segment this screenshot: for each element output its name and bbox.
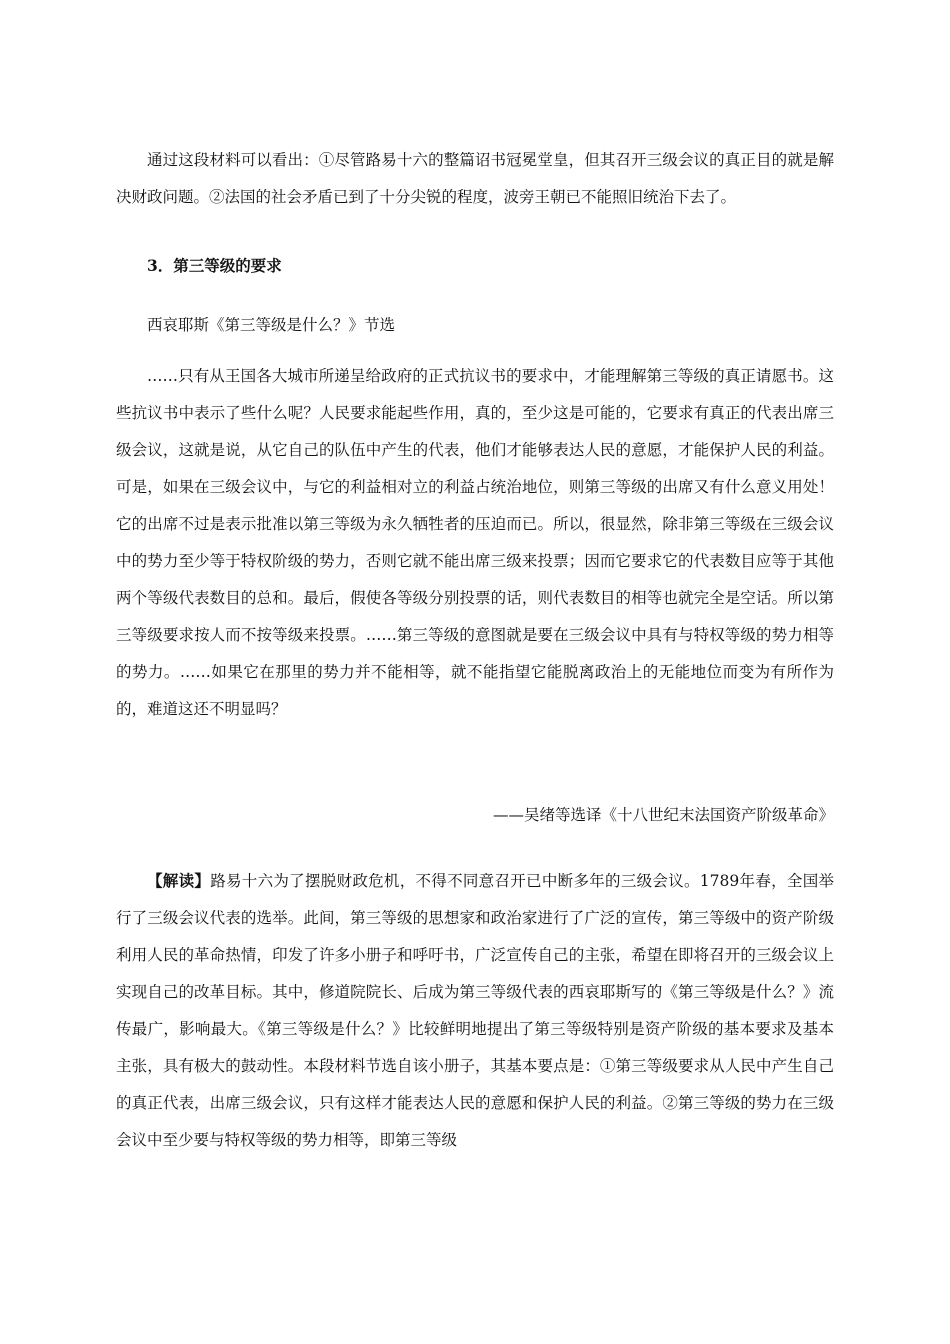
interpretation-paragraph (116, 862, 834, 1159)
excerpt-paragraph: ……只有从王国各大城市所递呈给政府的正式抗议书的要求中，才能理解第三等级的真正请愿书。这些抗议书中表示了些什么呢？人民要求能起些作用，真的，至少这是可能的，它要求有真正的代表出席三级会议，这就是说，从它自己的队伍中产生的代表，他们才能够表达人民的意愿，才能保护人民的利益。可是，如果在三级会议中，与它的利益相对立的利益占统治地位，则第三等级的出席又有什么意义用处！它的出席不过是表示批准以第三等级为永久牺牲者的压迫而已。所以，很显然，除非第三等级在三级会议中的势力至少等于特权阶级的势力，否则它就不能出席三级来投票；因而它要求它的代表数目应等于其他两个等级代表数目的总和。最后，假使各等级分别投票的话，则代表数目的相等也就完全是空话。所以第三等级要求按人而不按等级来投票。……第三等级的意图就是要在三级会议中具有与特权等级的势力相等的势力。……如果它在那里的势力并不能相等，就不能指望它能脱离政治上的无能地位而变为有所作为的，难道这还不明显吗？ (116, 367, 834, 718)
interpretation-text: 路易十六为了摆脱财政危机，不得不同意召开已中断多年的三级会议。1789年春，全国举行了三级会议代表的选举。此间，第三等级的思想家和政治家进行了广泛的宣传，第三等级中的资产阶级利用人民的革命热情，印发了许多小册子和呼吁书，广泛宣传自己的主张，希望在即将召开的三级会议上实现自己的改革目标。其中，修道院院长、后成为第三等级代表的西哀耶斯写的《第三等级是什么？》流传最广，影响最大。《第三等级是什么？》比较鲜明地提出了第三等级特别是资产阶级的基本要求及基本主张，具有极大的鼓动性。本段材料节选自该小册子，其基本要点是：①第三等级要求从人民中产生自己的真正代表，出席三级会议，只有这样才能表达人民的意愿和保护人民的利益。②第三等级的势力在三级会议中至少要与特权等级的势力相等，即第三等级 (116, 872, 834, 1149)
conclusion-paragraph: 通过这段材料可以看出：①尽管路易十六的整篇诏书冠冕堂皇，但其召开三级会议的真正目的就是解决财政问题。②法国的社会矛盾已到了十分尖锐的程度，波旁王朝已不能照旧统治下去了。 (116, 151, 834, 206)
interpretation-label: 【解读】 (147, 871, 211, 890)
section-heading: 3．第三等级的要求 (147, 256, 282, 275)
attribution-line: ——吴绪等选译《十八世纪末法国资产阶级革命》 (492, 806, 834, 824)
source-title: 西哀耶斯《第三等级是什么？》节选 (147, 316, 396, 334)
